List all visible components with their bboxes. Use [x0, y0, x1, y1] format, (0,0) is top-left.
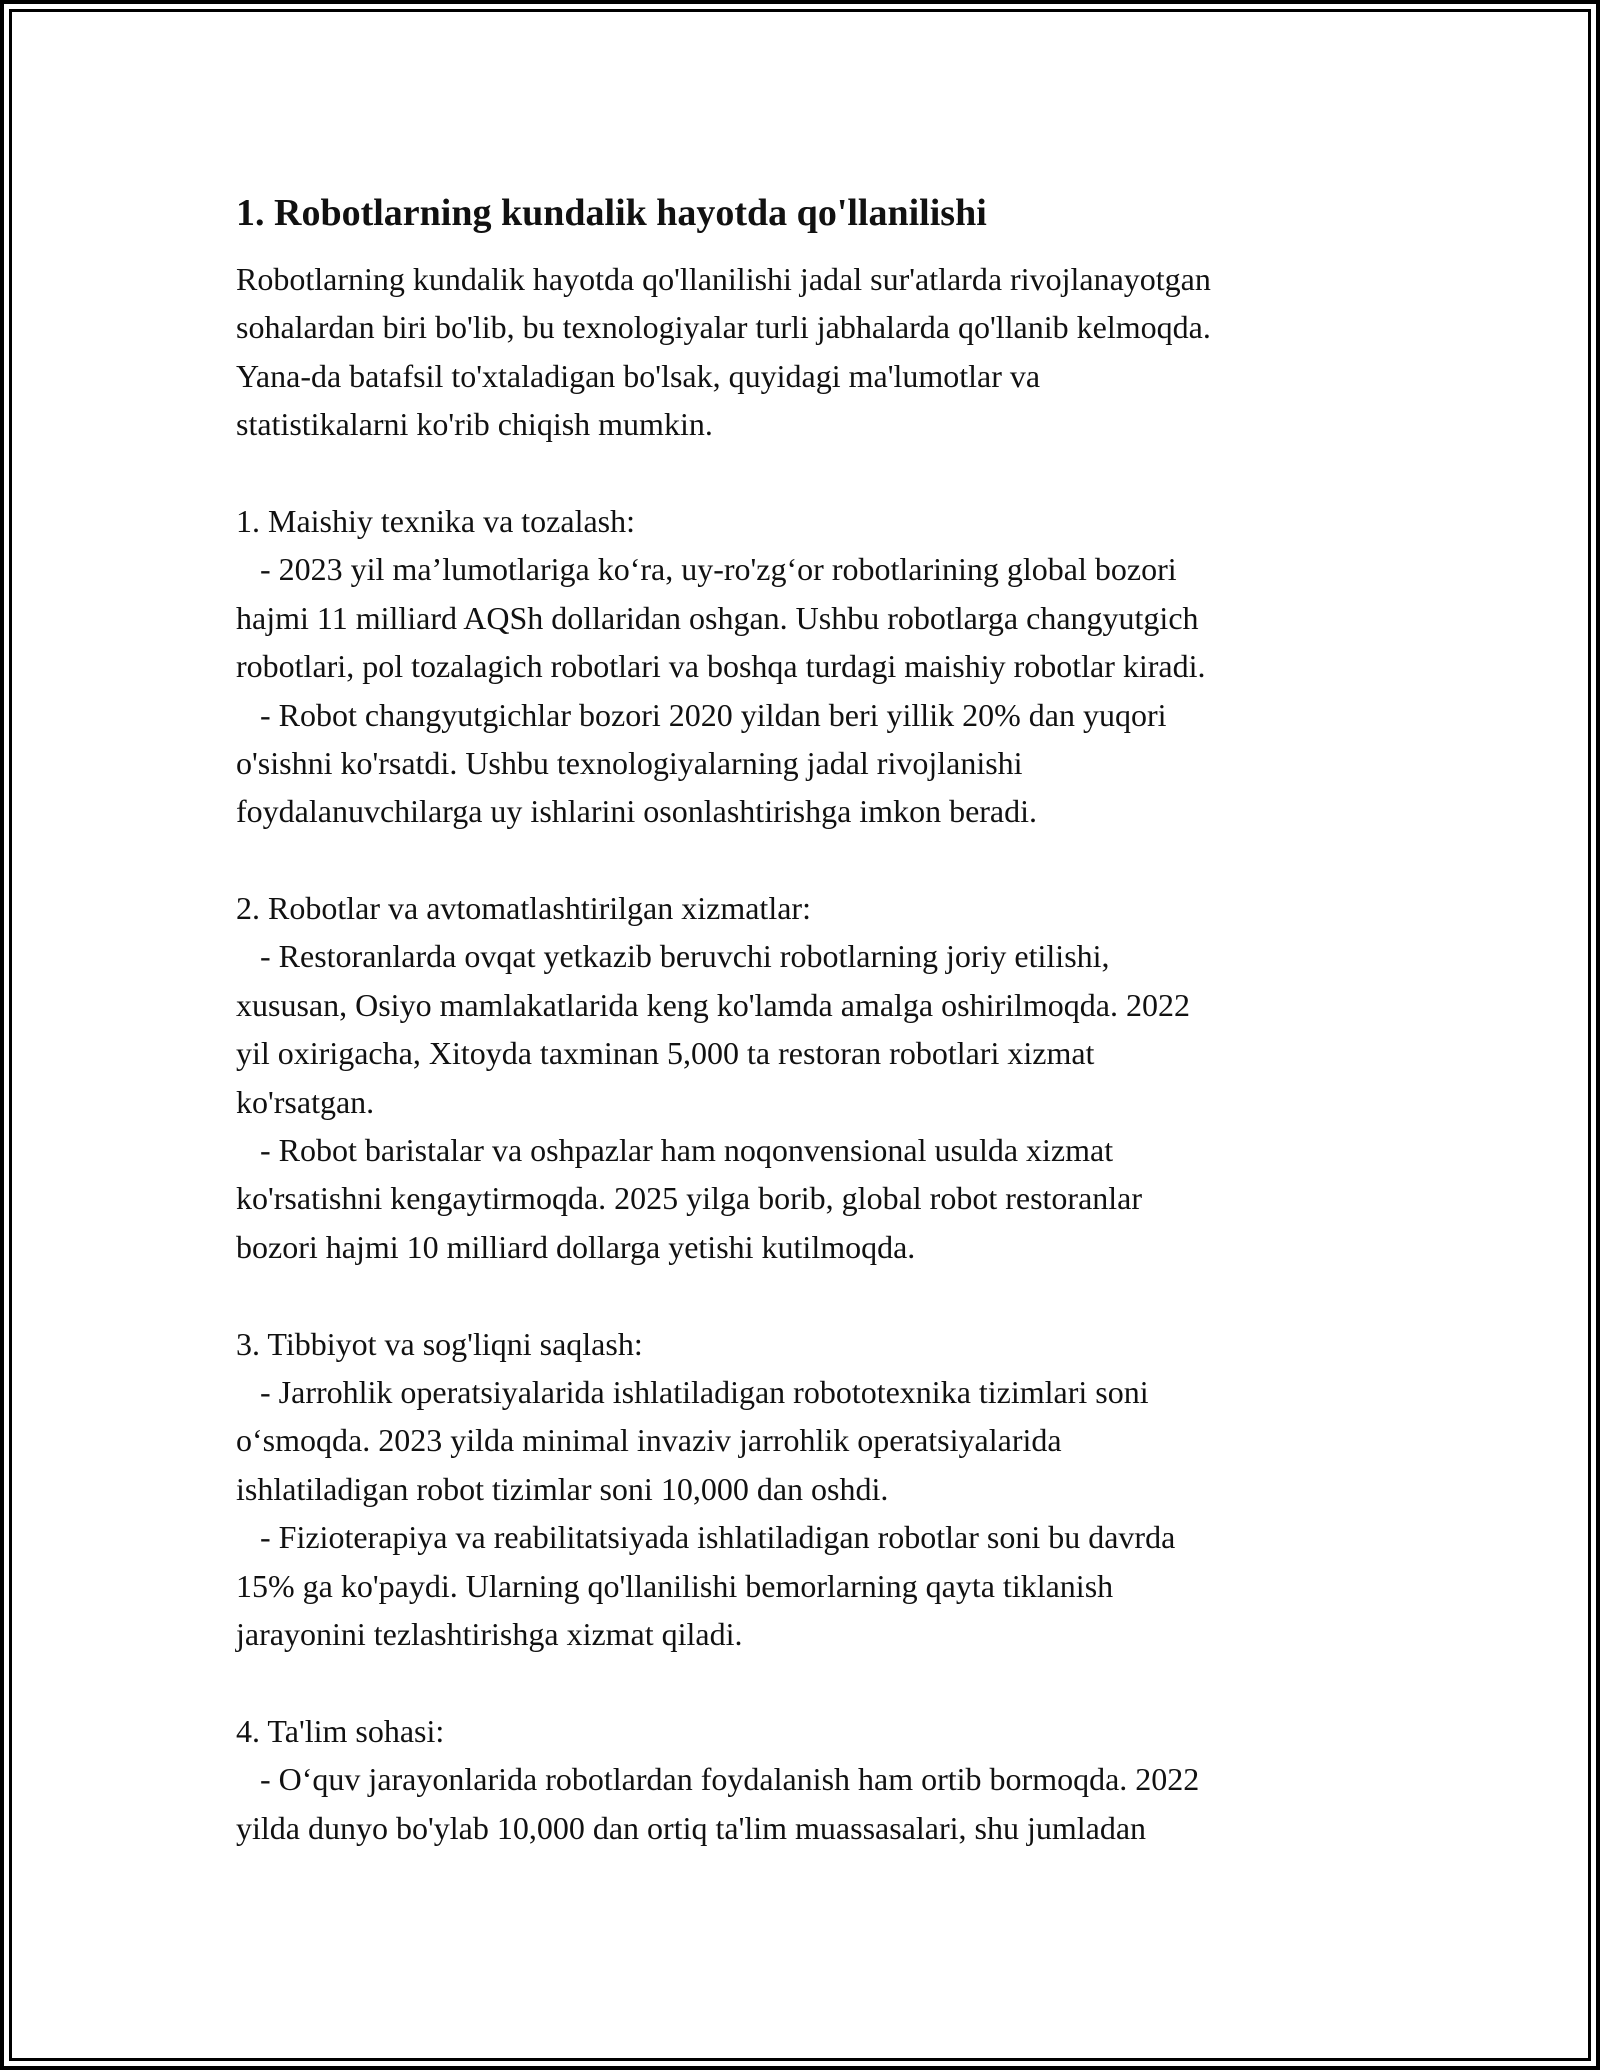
- section-line: - Fizioterapiya va reabilitatsiyada ishlatiladigan robotlar soni bu davrda: [236, 1519, 1176, 1556]
- section-line: jarayonini tezlashtirishga xizmat qiladi.: [236, 1615, 743, 1652]
- spacer: [236, 1271, 1376, 1319]
- spacer: [236, 449, 1376, 497]
- section-line: - Robot changyutgichlar bozori 2020 yildan beri yillik 20% dan yuqori: [236, 696, 1167, 733]
- section-education: [236, 1707, 1376, 1852]
- section-services: [236, 884, 1376, 1271]
- section-heading: 4. Ta'lim sohasi:: [236, 1712, 445, 1749]
- document-body: [236, 183, 1376, 1852]
- section-line: ko'rsatishni kengaytirmoqda. 2025 yilga borib, global robot restoranlar: [236, 1180, 1143, 1217]
- section-line: yilda dunyo bo'ylab 10,000 dan ortiq ta'lim muassasalari, shu jumladan: [236, 1809, 1147, 1846]
- intro-line: Robotlarning kundalik hayotda qo'llanilishi jadal sur'atlarda rivojlanayotgan: [236, 261, 1211, 297]
- section-line: robotlari, pol tozalagich robotlari va boshqa turdagi maishiy robotlar kiradi.: [236, 648, 1206, 685]
- section-line: - Jarrohlik operatsiyalarida ishlatiladigan robototexnika tizimlari soni: [236, 1373, 1149, 1410]
- section-line: yil oxirigacha, Xitoyda taxminan 5,000 ta restoran robotlari xizmat: [236, 1035, 1095, 1072]
- spacer: [236, 836, 1376, 884]
- section-healthcare: [236, 1320, 1376, 1659]
- section-line: hajmi 11 milliard AQSh dollaridan oshgan. Ushbu robotlarga changyutgich: [236, 599, 1199, 636]
- intro-paragraph: [236, 255, 1376, 449]
- section-line: 15% ga ko'paydi. Ularning qo'llanilishi bemorlarning qayta tiklanish: [236, 1567, 1114, 1604]
- intro-line: Yana-da batafsil to'xtaladigan bo'lsak, quyidagi ma'lumotlar va: [236, 357, 1041, 394]
- section-line: - Restoranlarda ovqat yetkazib beruvchi robotlarning joriy etilishi,: [236, 938, 1110, 975]
- intro-line: sohalardan biri bo'lib, bu texnologiyalar turli jabhalarda qo'llanib kelmoqda.: [236, 309, 1211, 346]
- intro-line: statistikalarni ko'rib chiqish mumkin.: [236, 406, 713, 443]
- section-line: - O‘quv jarayonlarida robotlardan foydalanish ham ortib bormoqda. 2022: [236, 1761, 1200, 1798]
- section-line: ishlatiladigan robot tizimlar soni 10,000 dan oshdi.: [236, 1470, 889, 1507]
- section-household: [236, 497, 1376, 836]
- section-line: foydalanuvchilarga uy ishlarini osonlashtirishga imkon beradi.: [236, 793, 1038, 830]
- section-line: - 2023 yil ma’lumotlariga ko‘ra, uy-ro'zg‘or robotlarining global bozori: [236, 551, 1177, 588]
- section-heading: 3. Tibbiyot va sog'liqni saqlash:: [236, 1325, 643, 1362]
- section-line: o'sishni ko'rsatdi. Ushbu texnologiyalarning jadal rivojlanishi: [236, 744, 1023, 781]
- section-heading: 2. Robotlar va avtomatlashtirilgan xizmatlar:: [236, 890, 811, 927]
- section-line: o‘smoqda. 2023 yilda minimal invaziv jarrohlik operatsiyalarida: [236, 1422, 1062, 1459]
- section-heading: 1. Maishiy texnika va tozalash:: [236, 502, 636, 539]
- document-title: 1. Robotlarning kundalik hayotda qo'llanilishi: [236, 192, 987, 234]
- section-line: ko'rsatgan.: [236, 1083, 375, 1120]
- spacer: [236, 1658, 1376, 1706]
- section-line: xususan, Osiyo mamlakatlarida keng ko'lamda amalga oshirilmoqda. 2022: [236, 986, 1190, 1023]
- section-line: - Robot baristalar va oshpazlar ham noqonvensional usulda xizmat: [236, 1132, 1114, 1169]
- section-line: bozori hajmi 10 milliard dollarga yetishi kutilmoqda.: [236, 1228, 916, 1265]
